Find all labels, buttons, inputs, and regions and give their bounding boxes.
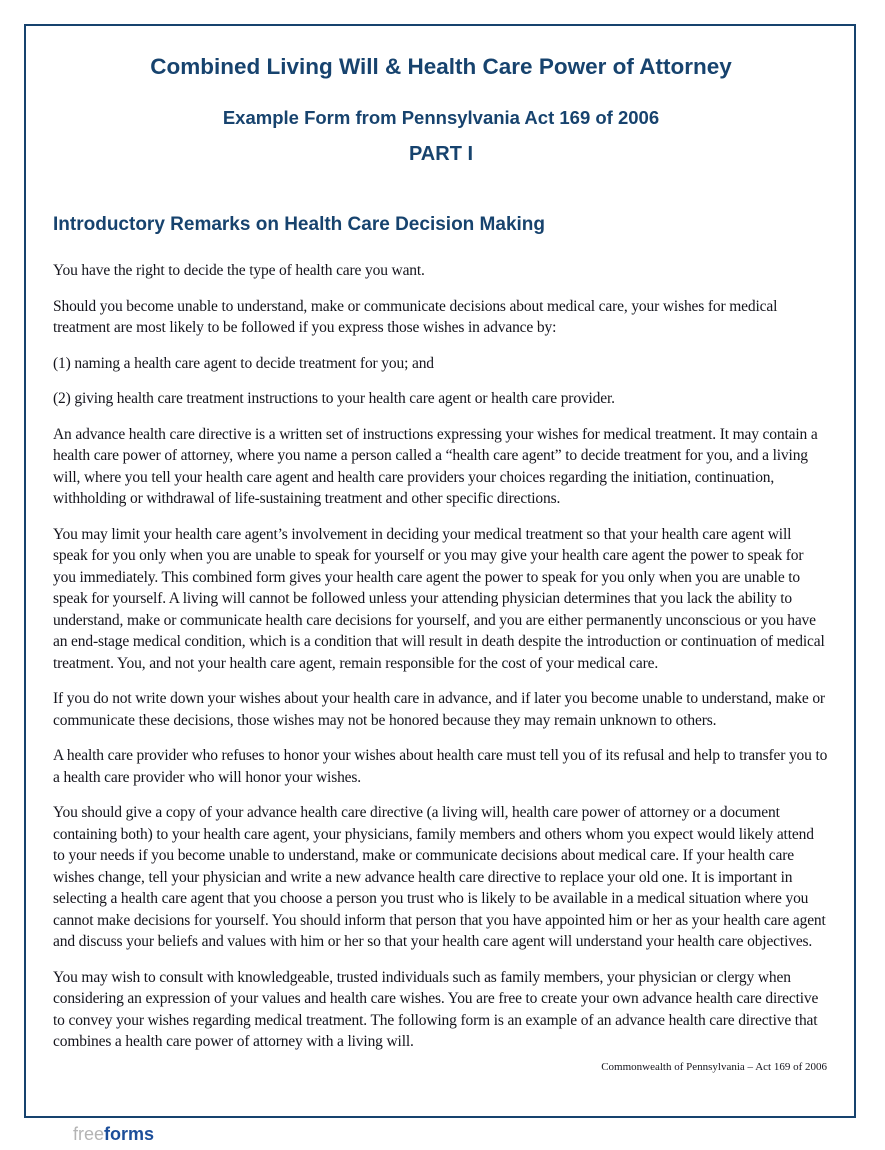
- document-page: [24, 24, 856, 1118]
- document-body: [53, 260, 829, 1053]
- freeforms-logo: [73, 1124, 154, 1145]
- document-part-label: PART I: [408, 143, 474, 165]
- logo-text-forms: forms: [104, 1124, 155, 1144]
- paragraph: You may wish to consult with knowledgeable, trusted individuals such as family members, your physician or clergy when considering an expression of your values and health care wishes. You are free to create your own advance health care directive to convey your wishes regarding medical treatment. The following form is an example of an advance health care directive that combines a health care power of attorney with a living will.: [53, 968, 819, 1050]
- paragraph: Should you become unable to understand, make or communicate decisions about medical care, your wishes for medical treatment are most likely to be followed if you express those wishes in advance by:: [53, 297, 778, 336]
- logo-text-free: free: [73, 1124, 105, 1144]
- paragraph: You may limit your health care agent’s involvement in deciding your medical treatment so that your health care agent will speak for you only when you are unable to speak for yourself or you may give your health care agent the power to speak for you immediately. This combined form gives your health care agent the power to speak for you only when you are unable to speak for yourself. A living will cannot be followed unless your attending physician determines that you lack the ability to understand, make or communicate health care decisions for yourself, and you are either permanently unconscious or you have an end-stage medical condition, which is a condition that will result in death despite the introduction or continuation of medical treatment. You, and not your health care agent, remain responsible for the cost of your medical care.: [53, 525, 825, 672]
- document-title: Combined Living Will & Health Care Power of Attorney: [150, 54, 732, 79]
- paragraph: (2) giving health care treatment instructions to your health care agent or health care provider.: [53, 390, 615, 407]
- paragraph: A health care provider who refuses to honor your wishes about health care must tell you of its refusal and help to transfer you to a health care provider who will honor your wishes.: [53, 747, 828, 786]
- section-heading: Introductory Remarks on Health Care Decision Making: [53, 214, 546, 235]
- document-subtitle: Example Form from Pennsylvania Act 169 of 2006: [222, 107, 660, 128]
- footer-source-note: Commonwealth of Pennsylvania – Act 169 of 2006: [601, 1060, 827, 1073]
- paragraph: (1) naming a health care agent to decide treatment for you; and: [53, 354, 434, 372]
- paragraph: An advance health care directive is a written set of instructions expressing your wishes for medical treatment. It may contain a health care power of attorney, where you name a person called a “health care agent” to decide treatment for you, and a living will, where you tell your health care agent and health care providers your choices regarding the initiation, continuation, withholding or withdrawal of life-sustaining treatment and other specific directions.: [53, 425, 818, 507]
- paragraph: You should give a copy of your advance health care directive (a living will, health care power of attorney or a document containing both) to your health care agent, your physicians, family members and others whom you expect would likely attend to your needs if you become unable to understand, make or communicate decisions about medical care. If your health care wishes change, tell your physician and write a new advance health care directive to replace your old one. It is important in selecting a health care agent that you choose a person you trust who is likely to be available in a medical situation where you cannot make decisions for yourself. You should inform that person that you have appointed him or her as your health care agent and discuss your beliefs and values with him or her so that your health care agent will understand your health care objectives.: [53, 804, 826, 950]
- paragraph: If you do not write down your wishes about your health care in advance, and if later you become unable to understand, make or communicate these decisions, those wishes may not be honored because they may remain unknown to others.: [53, 690, 825, 729]
- paragraph: You have the right to decide the type of health care you want.: [53, 262, 425, 279]
